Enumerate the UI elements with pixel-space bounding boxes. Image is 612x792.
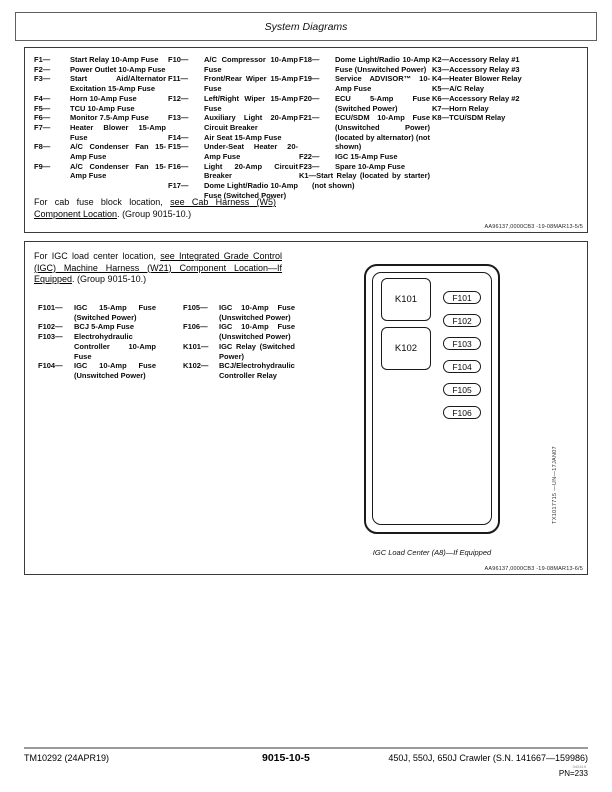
fuse-item-text: TCU/SDM Relay (449, 113, 506, 123)
fuse-item-label: F5— (34, 103, 51, 113)
fuse-item-f2 (34, 65, 166, 75)
fuse-item-k2 (432, 55, 584, 65)
fuse-item-f11 (168, 74, 298, 93)
fuse-item-label: F7— (34, 122, 51, 132)
footer-model-info: 450J, 550J, 650J Crawler (S.N. 141667—159986) (388, 753, 588, 763)
igc-fuse-column-2 (183, 303, 295, 381)
fuse-item-text: Left/Right Wiper 15-Amp Fuse (204, 93, 298, 113)
igc-load-center-diagram (364, 264, 500, 534)
fuse-item-label: F106— (183, 322, 208, 332)
footer-manual-number: TM10292 (24APR19) (24, 753, 110, 763)
fuse-item-f6 (34, 113, 166, 123)
fuse-item-label: F101— (38, 303, 63, 312)
fuse-item-k5 (432, 84, 584, 94)
fuse-column-1 (34, 55, 166, 181)
fuse-item-text: Heater Blower Relay (449, 74, 522, 84)
igc-harness-link[interactable]: see Integrated Grade Control (IGC) Machine Harness (W21) Component Location—If Equipped (34, 251, 282, 284)
fuse-item-text: Monitor 7.5-Amp Fuse (70, 113, 149, 123)
relay-box-k102: K102 (381, 327, 431, 370)
fuse-item-text: IGC 10-Amp Fuse (Unswitched Power) (219, 303, 295, 322)
fuse-item-text: Horn 10-Amp Fuse (70, 93, 137, 103)
doc-code-1: AA96137,0000CB3 -19-08MAR13-5/5 (484, 224, 583, 230)
fuse-item-k4 (432, 74, 584, 84)
fuse-item-text: Front/Rear Wiper 15-Amp Fuse (204, 74, 298, 94)
fuse-item-text: IGC 15-Amp Fuse (335, 152, 398, 162)
fuse-item-text: IGC 15-Amp Fuse (Switched Power) (74, 303, 156, 322)
fuse-item-k1 (299, 171, 430, 190)
fuse-item-f5 (34, 104, 166, 114)
fuse-item-text: A/C Condenser Fan 15-Amp Fuse (70, 161, 166, 181)
footer-date-code: 042419 (572, 764, 586, 769)
doc-code-2: AA96137,0000CB3 -19-08MAR13-6/5 (484, 566, 583, 572)
cab-harness-link[interactable]: see Cab Harness (W5) Component Location (34, 197, 276, 219)
fuse-item-text: Start Relay 10-Amp Fuse (70, 55, 159, 64)
fuse-item-f18 (299, 55, 430, 74)
fuse-item-f21 (299, 113, 430, 152)
fuse-item-label: F103— (38, 332, 63, 342)
footer-rule (24, 747, 588, 749)
fuse-item-f15 (168, 142, 298, 161)
fuse-item-text: Electrohydraulic Controller 10-Amp Fuse (74, 332, 156, 361)
fuse-item-text: Dome Light/Radio 10-Amp Fuse (Switched Power) (204, 181, 298, 200)
fuse-item-f8 (34, 142, 166, 161)
fuse-item-k102 (183, 361, 295, 380)
fuse-item-f22 (299, 152, 430, 162)
fuse-item-text: A/C Relay (449, 84, 485, 94)
fuse-item-label: K4— (432, 74, 450, 84)
figure-id-vertical: TX1017715 —UN—17JAN07 (552, 446, 558, 524)
fuse-item-label: F13— (168, 113, 189, 123)
fuse-item-label: F3— (34, 74, 51, 84)
fuse-item-text: Start Aid/Alternator Excitation 15-Amp Fuse (70, 74, 166, 94)
fuse-item-label: K5— (432, 84, 450, 94)
fuse-item-f20 (299, 94, 430, 113)
fuse-item-f3 (34, 74, 166, 93)
fuse-item-f23 (299, 162, 430, 172)
fuse-item-f105 (183, 303, 295, 322)
fuse-item-k7 (432, 104, 584, 114)
fuse-item-label: F11— (168, 74, 189, 84)
fuse-item-f14 (168, 133, 298, 143)
note-prefix: For cab fuse block location, (34, 197, 171, 207)
fuse-item-text: Accessory Relay #2 (449, 93, 520, 103)
fuse-item-text: Accessory Relay #1 (449, 55, 520, 64)
fuse-item-text: IGC 10-Amp Fuse (Unswitched Power) (219, 322, 295, 342)
fuse-pill-column (443, 291, 481, 429)
figure-caption: IGC Load Center (A8)—If Equipped (372, 548, 492, 557)
fuse-item-text: A/C Compressor 10-Amp Fuse (204, 55, 298, 74)
fuse-item-text: Accessory Relay #3 (449, 64, 520, 74)
fuse-item-label: F14— (168, 132, 189, 142)
fuse-item-f101 (38, 303, 156, 322)
fuse-item-label: F21— (299, 113, 320, 123)
fuse-item-label: K8— (432, 113, 450, 123)
fuse-item-text: Power Outlet 10-Amp Fuse (70, 64, 166, 74)
fuse-item-text: BCJ 5-Amp Fuse (74, 322, 135, 332)
fuse-item-label: F8— (34, 142, 51, 152)
fuse-item-label: K6— (432, 93, 450, 103)
fuse-item-label: F1— (34, 55, 51, 64)
fuse-slot-f105: F105 (443, 383, 481, 396)
note-suffix: . (Group 9015-10.) (72, 274, 147, 284)
fuse-item-k101 (183, 342, 295, 361)
fuse-item-label: F19— (299, 74, 320, 84)
fuse-item-text: Light 20-Amp Circuit Breaker (204, 161, 298, 181)
fuse-item-text: A/C Condenser Fan 15-Amp Fuse (70, 142, 166, 162)
fuse-item-f104 (38, 361, 156, 380)
fuse-item-label: K1— (299, 171, 317, 181)
fuse-column-2 (168, 55, 298, 201)
igc-fuse-column-1 (38, 303, 156, 381)
fuse-column-4 (432, 55, 584, 123)
page-header (15, 12, 597, 41)
igc-load-center-box (24, 241, 588, 575)
relay-box-k101: K101 (381, 278, 431, 321)
fuse-item-label: F104— (38, 361, 63, 371)
fuse-item-label: F17— (168, 181, 189, 191)
fuse-item-text: Spare 10-Amp Fuse (335, 161, 406, 171)
fuse-item-text: Service ADVISOR™ 10-Amp Fuse (335, 74, 430, 94)
igc-note (34, 251, 282, 286)
fuse-item-label: F16— (168, 161, 189, 171)
fuse-item-label: F15— (168, 142, 189, 152)
fuse-item-text: Horn Relay (449, 103, 489, 113)
fuse-item-label: F9— (34, 161, 51, 171)
fuse-column-3 (299, 55, 430, 191)
fuse-item-text: Air Seat 15-Amp Fuse (204, 132, 282, 142)
fuse-item-text: Dome Light/Radio 10-Amp Fuse (Unswitched Power) (335, 55, 430, 74)
fuse-item-label: F2— (34, 64, 51, 74)
fuse-item-text: Under-Seat Heater 20-Amp Fuse (204, 142, 298, 162)
fuse-item-label: F22— (299, 152, 320, 162)
fuse-slot-f102: F102 (443, 314, 481, 327)
fuse-item-label: K2— (432, 55, 450, 64)
note-prefix: For IGC load center location, (34, 251, 161, 261)
fuse-item-label: F12— (168, 93, 189, 103)
fuse-item-text: Auxiliary Light 20-Amp Circuit Breaker (204, 113, 298, 132)
cab-fuse-note (34, 197, 276, 220)
fuse-item-k3 (432, 65, 584, 75)
fuse-item-label: F6— (34, 113, 51, 123)
fuse-item-text: IGC 10-Amp Fuse (Unswitched Power) (74, 361, 156, 380)
fuse-item-f4 (34, 94, 166, 104)
fuse-item-f106 (183, 322, 295, 341)
fuse-item-text: ECU 5-Amp Fuse (Switched Power) (335, 93, 430, 113)
fuse-item-label: F105— (183, 303, 208, 312)
footer-pn: PN=233 (558, 769, 588, 778)
fuse-item-label: F4— (34, 93, 51, 103)
fuse-item-label: K101— (183, 341, 209, 351)
page-title: System Diagrams (264, 20, 348, 33)
fuse-item-label: F102— (38, 322, 63, 332)
fuse-item-text: BCJ/Electrohydraulic Controller Relay (219, 361, 295, 380)
cab-fuse-legend-box (24, 47, 588, 233)
fuse-item-f13 (168, 113, 298, 132)
load-center-body (372, 272, 492, 525)
fuse-item-f9 (34, 162, 166, 181)
fuse-item-text: Start Relay (located by starter) (not shown) (312, 171, 430, 191)
fuse-item-k6 (432, 94, 584, 104)
fuse-item-label: K3— (432, 64, 450, 74)
fuse-item-label: F10— (168, 55, 189, 64)
fuse-item-label: K7— (432, 103, 450, 113)
fuse-item-f102 (38, 322, 156, 332)
footer-section-page: 9015-10-5 (262, 752, 310, 764)
relay-column (381, 278, 431, 376)
fuse-item-f103 (38, 332, 156, 361)
fuse-slot-f106: F106 (443, 406, 481, 419)
fuse-item-k8 (432, 113, 584, 123)
fuse-item-label: K102— (183, 361, 209, 371)
fuse-item-f7 (34, 123, 166, 142)
note-suffix: . (Group 9015-10.) (117, 208, 192, 219)
fuse-item-text: ECU/SDM 10-Amp Fuse (Unswitched Power) (located by alternator) (not shown) (335, 113, 431, 152)
fuse-item-f10 (168, 55, 298, 74)
fuse-item-text: TCU 10-Amp Fuse (70, 103, 135, 113)
fuse-slot-f101: F101 (443, 291, 481, 304)
fuse-slot-f104: F104 (443, 360, 481, 373)
fuse-item-label: F20— (299, 93, 320, 103)
fuse-item-f19 (299, 74, 430, 93)
fuse-item-text: IGC Relay (Switched Power) (219, 341, 295, 361)
fuse-item-f1 (34, 55, 166, 65)
fuse-item-label: F18— (299, 55, 320, 64)
fuse-item-f16 (168, 162, 298, 181)
fuse-slot-f103: F103 (443, 337, 481, 350)
fuse-item-text: Heater Blower 15-Amp Fuse (70, 122, 166, 142)
fuse-item-f12 (168, 94, 298, 113)
fuse-item-label: F23— (299, 161, 320, 171)
